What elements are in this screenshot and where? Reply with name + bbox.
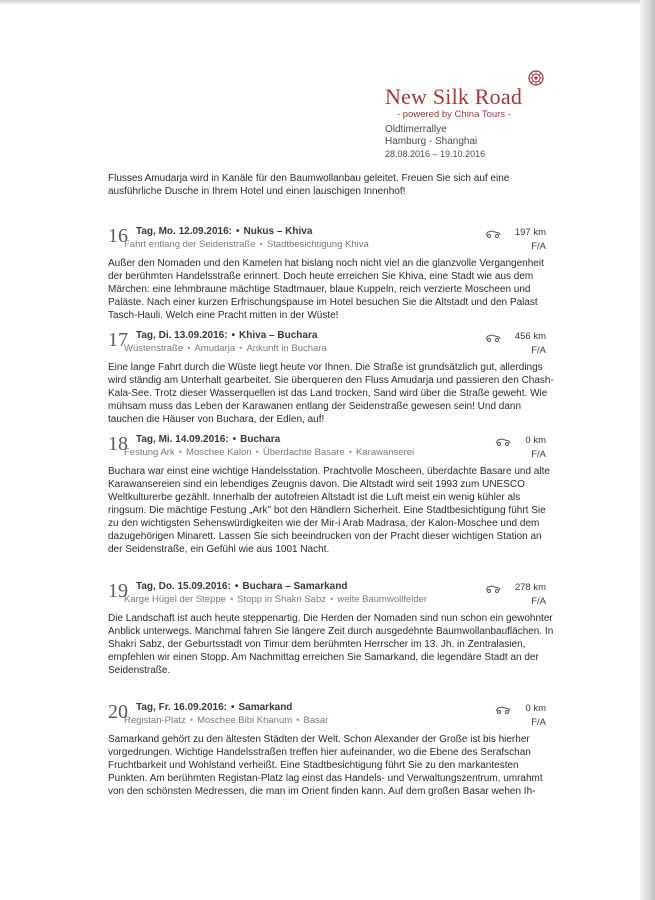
day-distance: 0 km	[525, 435, 546, 446]
day-highlight: Karawanserei	[356, 447, 415, 458]
day-route: Nukus – Khiva	[243, 226, 313, 237]
day-highlight: Stopp in Shakri Sabz	[237, 594, 326, 605]
day-subtitle: Registan-Platz • Moschee Bibi Khanum • Basar	[124, 715, 329, 726]
intro-paragraph: Flusses Amudarja wird in Kanäle für den Baumwollanbau geleitet. Freuen Sie sich auf eine ausführliche Dusche in Ihrem Hotel und einen lauschigen Innenhof!	[108, 173, 510, 197]
day-highlight: Festung Ark	[124, 447, 175, 458]
day-entry	[108, 225, 558, 322]
day-highlight: Karge Hügel der Steppe	[124, 594, 226, 605]
day-meals: F/A	[531, 449, 546, 460]
day-description: Außer den Nomaden und den Kamelen hat bislang noch nicht viel an die glanzvolle Vergangenheit der berühmten Handelsstraße erinnert. Doch heute erreichen Sie Khiva, eine Stadt wie aus dem Märchen: eine lehmbraune mächtige Stadtmauer, blaue Kuppeln, reich verzierte Moscheen und Paläste. Nach einer kurzen Erfrischungspause im Hotel besuchen Sie die Altstadt und den Palast Tasch-Hauli. Welch eine Pracht mitten in der Wüste!	[108, 258, 544, 321]
day-highlight: Stadtbesichtigung Khiva	[266, 239, 369, 250]
brand-subtitle: - powered by China Tours -	[397, 109, 511, 120]
day-route: Buchara	[240, 434, 281, 445]
page-edge-shadow	[640, 0, 655, 900]
trip-info	[385, 124, 485, 160]
day-meta	[485, 226, 546, 254]
day-entry	[108, 329, 558, 426]
day-description: Die Landschaft ist auch heute steppenartig. Die Herden der Nomaden sind nun schon ein gewohnter Anblick unterwegs. Manchmal fahren Sie längere Zeit durch ausgedehnte Baumwollanbauflächen. In Shakri Sabz, der Geburtsstadt von Timur dem berühmten Herrscher im 13. Jh. in Zentralasien, empfehlen wir einen Stopp. Am Nachmittag erreichen Sie Samarkand, die legendäre Stadt an der Seidenstraße.	[108, 613, 554, 676]
day-date: Tag, Fr. 16.09.2016:	[136, 702, 227, 713]
day-number: 18	[108, 433, 128, 455]
day-title: Tag, Mi. 14.09.2016: • Buchara	[136, 434, 281, 445]
day-route: Samarkand	[238, 702, 293, 713]
day-title: Tag, Di. 13.09.2016: • Khiva – Buchara	[136, 330, 318, 341]
day-highlight: Moschee Bibi Khanum	[197, 715, 293, 726]
car-icon	[485, 333, 501, 342]
day-distance: 0 km	[525, 703, 546, 714]
day-description: Eine lange Fahrt durch die Wüste liegt heute vor Ihnen. Die Straße ist grundsätzlich gut, allerdings wird ständig am Unterhalt gearbeitet. Sie überqueren den Fluss Amudarja und passieren den Chash-Kala-See. Trotz dieser Wasserquellen ist das Land trocken, Sand wird über die Straße geweht. Wie mühsam muss das Leben der Karawanen entlang der Seidenstraße gewesen sein! Und dann tauchen die Häuser von Buchara, der Edlen, auf!	[108, 362, 554, 425]
brand-title: New Silk Road	[385, 84, 523, 109]
day-meals: F/A	[531, 345, 546, 356]
day-distance: 456 km	[514, 331, 546, 342]
day-highlight: Ankunft in Buchara	[246, 343, 327, 354]
day-route: Khiva – Buchara	[239, 330, 318, 341]
day-subtitle: Wüstenstraße • Amudarja • Ankunft in Buchara	[124, 343, 327, 354]
trip-dates: 28.08.2016 – 19.10.2016	[385, 149, 486, 159]
day-meals: F/A	[531, 717, 546, 728]
day-date: Tag, Mi. 14.09.2016:	[136, 434, 229, 445]
day-meta	[485, 581, 546, 609]
day-highlight: Fahrt entlang der Seidenstraße	[124, 239, 256, 250]
trip-name: Oldtimerrallye	[385, 124, 447, 135]
day-number: 19	[108, 580, 128, 602]
day-entry	[108, 701, 558, 798]
day-subtitle: Fahrt entlang der Seidenstraße • Stadtbesichtigung Khiva	[124, 239, 369, 250]
day-highlight: weite Baumwollfelder	[337, 594, 428, 605]
day-highlight: Registan-Platz	[124, 715, 186, 726]
day-description: Samarkand gehört zu den ältesten Städten der Welt. Schon Alexander der Große ist bis hierher vorgedrungen. Wichtige Handelsstraßen treffen hier aufeinander, wo die Ebene des Serafschan Fruchtbarkeit und Wohlstand verheißt. Eine Stadtbesichtigung führt Sie zu den markantesten Punkten. Am berühmten Registan-Platz lag einst das Handels- und Verwaltungszentrum, umrahmt von den schönsten Medressen, die man im Orient finden kann. Auf dem großen Basar wehen Ih-	[108, 734, 543, 797]
day-distance: 278 km	[514, 582, 546, 593]
day-subtitle: Karge Hügel der Steppe • Stopp in Shakri Sabz • weite Baumwollfelder	[124, 594, 428, 605]
day-distance: 197 km	[514, 227, 546, 238]
day-number: 17	[108, 329, 128, 351]
car-icon	[485, 584, 501, 593]
trip-route: Hamburg - Shanghai	[385, 136, 478, 147]
day-date: Tag, Do. 15.09.2016:	[136, 581, 231, 592]
day-highlight: Amudarja	[194, 343, 236, 354]
day-highlight: Basar	[303, 715, 329, 726]
day-entry	[108, 433, 558, 556]
day-meals: F/A	[531, 596, 546, 607]
day-meta	[495, 434, 546, 462]
day-highlight: Moschee Kalon	[186, 447, 252, 458]
day-number: 20	[108, 701, 128, 723]
day-route: Buchara – Samarkand	[242, 581, 348, 592]
brand-header	[385, 68, 555, 120]
page-top-edge	[0, 0, 640, 5]
day-highlight: Wüstenstraße	[124, 343, 184, 354]
day-date: Tag, Mo. 12.09.2016:	[136, 226, 232, 237]
day-title: Tag, Do. 15.09.2016: • Buchara – Samarkand	[136, 581, 348, 592]
day-meals: F/A	[531, 241, 546, 252]
day-meta	[485, 330, 546, 358]
car-icon	[485, 229, 501, 238]
day-number: 16	[108, 225, 128, 247]
car-icon	[495, 705, 511, 714]
day-meta	[495, 702, 546, 730]
day-title: Tag, Fr. 16.09.2016: • Samarkand	[136, 702, 293, 713]
car-icon	[495, 437, 511, 446]
day-subtitle: Festung Ark • Moschee Kalon • Überdachte Basare • Karawanserei	[124, 447, 415, 458]
day-date: Tag, Di. 13.09.2016:	[136, 330, 228, 341]
day-title: Tag, Mo. 12.09.2016: • Nukus – Khiva	[136, 226, 313, 237]
day-entry	[108, 580, 558, 677]
flower-logo-icon	[528, 70, 544, 86]
day-description: Buchara war einst eine wichtige Handelsstation. Prachtvolle Moscheen, überdachte Basare und alte Karawansereien sind ein lebendiges Zeugnis davon. Die Altstadt wird seit 1993 zum UNESCO Weltkulturerbe gezählt. Innerhalb der autofreien Altstadt ist die Luft meist ein wenig kühler als ringsum. Die mächtige Festung „Ark" bot den Händlern Sicherheit. Eine Stadtbesichtigung führt Sie zu den wichtigsten Sehenswürdigkeiten wie der Mir-i Arab Madrasa, der Kalon-Moschee und dem dazugehörigen Minarett. Lassen Sie sich beeindrucken von der Pracht dieser wichtigen Station an der Seidenstraße, ein Gefühl wie aus 1001 Nacht.	[108, 466, 550, 555]
day-highlight: Überdachte Basare	[262, 447, 345, 458]
